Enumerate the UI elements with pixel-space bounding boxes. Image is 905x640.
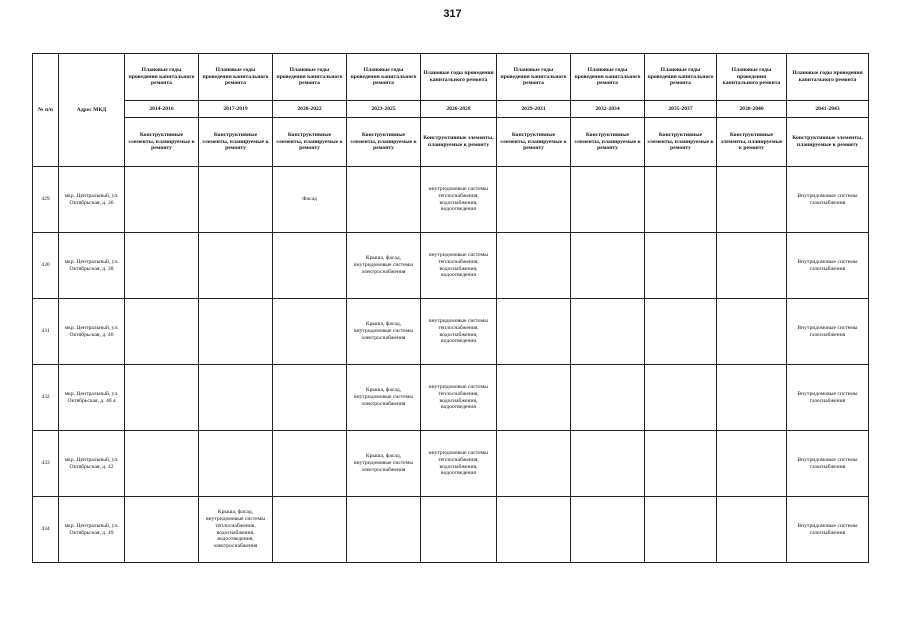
num-column-header: № п/п	[33, 54, 59, 167]
table-cell	[497, 299, 571, 365]
table-cell	[645, 167, 717, 233]
table-cell	[199, 167, 273, 233]
table-cell	[571, 497, 645, 563]
table-cell	[125, 167, 199, 233]
table-cell	[497, 497, 571, 563]
plan-label: Плановые годы проведения капитального ремонта	[125, 54, 199, 101]
table-cell	[571, 167, 645, 233]
plan-label: Плановые годы проведения капитального ремонта	[717, 54, 787, 101]
elements-label: Конструктивные элементы, планируемые к ремонту	[497, 118, 571, 167]
elements-label: Конструктивные элементы, планируемые к ремонту	[717, 118, 787, 167]
header-row-periods	[33, 101, 869, 118]
header-row-plan	[33, 54, 869, 101]
table-cell: Крыша, фасад, внутридомовые системы электроснабжения	[347, 233, 421, 299]
table-cell	[717, 299, 787, 365]
table-cell: Внутридомовые системы газоснабжения	[787, 299, 869, 365]
table-cell: Внутридомовые системы газоснабжения	[787, 431, 869, 497]
period-label: 2017-2019	[199, 101, 273, 118]
table-cell	[717, 365, 787, 431]
table-cell: Крыша, фасад, внутридомовые системы электроснабжения	[347, 299, 421, 365]
elements-label: Конструктивные элементы, планируемые к ремонту	[125, 118, 199, 167]
table-cell	[199, 365, 273, 431]
table-cell	[273, 365, 347, 431]
table-cell	[717, 167, 787, 233]
table-row	[33, 299, 869, 365]
table-cell: внутридомовые системы теплоснабжения, водоснабжения, водоотведения	[421, 233, 497, 299]
row-address: мкр. Центральный, ул. Октябрьская, д. 38	[59, 233, 125, 299]
table-cell: Фасад	[273, 167, 347, 233]
table-cell: внутридомовые системы теплоснабжения, водоснабжения, водоотведения	[421, 431, 497, 497]
elements-label: Конструктивные элементы, планируемые к ремонту	[571, 118, 645, 167]
period-label: 2029-2031	[497, 101, 571, 118]
table-row	[33, 167, 869, 233]
period-label: 2020-2022	[273, 101, 347, 118]
table-cell	[571, 431, 645, 497]
row-number: 431	[33, 299, 59, 365]
table-cell	[199, 299, 273, 365]
plan-label: Плановые годы проведения капитального ремонта	[273, 54, 347, 101]
table-cell	[717, 431, 787, 497]
elements-label: Конструктивные элементы, планируемые к ремонту	[645, 118, 717, 167]
table-cell: Внутридомовые системы газоснабжения	[787, 167, 869, 233]
period-label: 2023-2025	[347, 101, 421, 118]
plan-label: Плановые годы проведения капитального ремонта	[421, 54, 497, 101]
table-cell	[273, 299, 347, 365]
period-label: 2035-2037	[645, 101, 717, 118]
elements-label: Конструктивные элементы, планируемые к ремонту	[273, 118, 347, 167]
table-cell: Крыша, фасад, внутридомовые системы теплоснабжения, водоснабжения, водоотведения, электроснабжения	[199, 497, 273, 563]
table-cell	[645, 233, 717, 299]
table-cell	[199, 431, 273, 497]
table-cell: Внутридомовые системы газоснабжения	[787, 365, 869, 431]
table-cell	[571, 365, 645, 431]
plan-label: Плановые годы проведения капитального ремонта	[645, 54, 717, 101]
page-number: 317	[443, 8, 462, 20]
table-cell	[125, 497, 199, 563]
elements-label: Конструктивные элементы, планируемые к ремонту	[347, 118, 421, 167]
elements-label: Конструктивные элементы, планируемые к ремонту	[199, 118, 273, 167]
row-number: 432	[33, 365, 59, 431]
capital-repair-table	[32, 53, 869, 563]
plan-label: Плановые годы проведения капитального ремонта	[199, 54, 273, 101]
period-label: 2026-2028	[421, 101, 497, 118]
table-cell: внутридомовые системы теплоснабжения, водоснабжения, водоотведения	[421, 365, 497, 431]
plan-label: Плановые годы проведения капитального ремонта	[787, 54, 869, 101]
table-cell: Крыша, фасад, внутридомовые системы электроснабжения	[347, 365, 421, 431]
plan-label: Плановые годы проведения капитального ремонта	[571, 54, 645, 101]
table-row	[33, 365, 869, 431]
table-cell	[125, 233, 199, 299]
row-number: 434	[33, 497, 59, 563]
plan-label: Плановые годы проведения капитального ремонта	[497, 54, 571, 101]
row-address: мкр. Центральный, ул. Октябрьская, д. 42	[59, 431, 125, 497]
table-cell	[125, 431, 199, 497]
table-cell	[497, 167, 571, 233]
table-row	[33, 431, 869, 497]
period-label: 2032-2034	[571, 101, 645, 118]
table-cell	[273, 233, 347, 299]
row-address: мкр. Центральный, ул. Октябрьская, д. 36	[59, 167, 125, 233]
table-cell	[199, 233, 273, 299]
row-number: 429	[33, 167, 59, 233]
period-label: 2014-2016	[125, 101, 199, 118]
table-cell	[497, 233, 571, 299]
table-cell: Внутридомовые системы газоснабжения	[787, 233, 869, 299]
period-label: 2038-2040	[717, 101, 787, 118]
table-cell	[273, 431, 347, 497]
table-cell	[497, 365, 571, 431]
row-address: мкр. Центральный, ул. Октябрьская, д. 40 а	[59, 365, 125, 431]
table-cell	[645, 299, 717, 365]
table-cell	[273, 497, 347, 563]
header-row-elements	[33, 118, 869, 167]
table-cell	[571, 299, 645, 365]
table-cell	[347, 167, 421, 233]
table-row	[33, 497, 869, 563]
row-address: мкр. Центральный, ул. Октябрьская, д. 49	[59, 497, 125, 563]
table-cell	[421, 497, 497, 563]
table-cell: внутридомовые системы теплоснабжения, водоснабжения, водоотведения	[421, 299, 497, 365]
row-address: мкр. Центральный, ул. Октябрьская, д. 40	[59, 299, 125, 365]
row-number: 433	[33, 431, 59, 497]
table-row	[33, 233, 869, 299]
table-cell	[717, 497, 787, 563]
table-cell	[717, 233, 787, 299]
table-cell	[645, 497, 717, 563]
table-cell	[497, 431, 571, 497]
table-cell	[645, 431, 717, 497]
table-cell	[125, 299, 199, 365]
elements-label: Конструктивные элементы, планируемые к ремонту	[421, 118, 497, 167]
table-cell	[125, 365, 199, 431]
row-number: 430	[33, 233, 59, 299]
elements-label: Конструктивные элементы, планируемые к ремонту	[787, 118, 869, 167]
address-column-header: Адрес МКД	[59, 54, 125, 167]
table-cell	[571, 233, 645, 299]
table-cell: Крыша, фасад, внутридомовые системы электроснабжения	[347, 431, 421, 497]
period-label: 2041-2043	[787, 101, 869, 118]
table-cell: Внутридомовые системы газоснабжения	[787, 497, 869, 563]
table-cell: внутридомовые системы теплоснабжения, водоснабжения, водоотведения	[421, 167, 497, 233]
table-cell	[347, 497, 421, 563]
plan-label: Плановые годы проведения капитального ремонта	[347, 54, 421, 101]
table-cell	[645, 365, 717, 431]
